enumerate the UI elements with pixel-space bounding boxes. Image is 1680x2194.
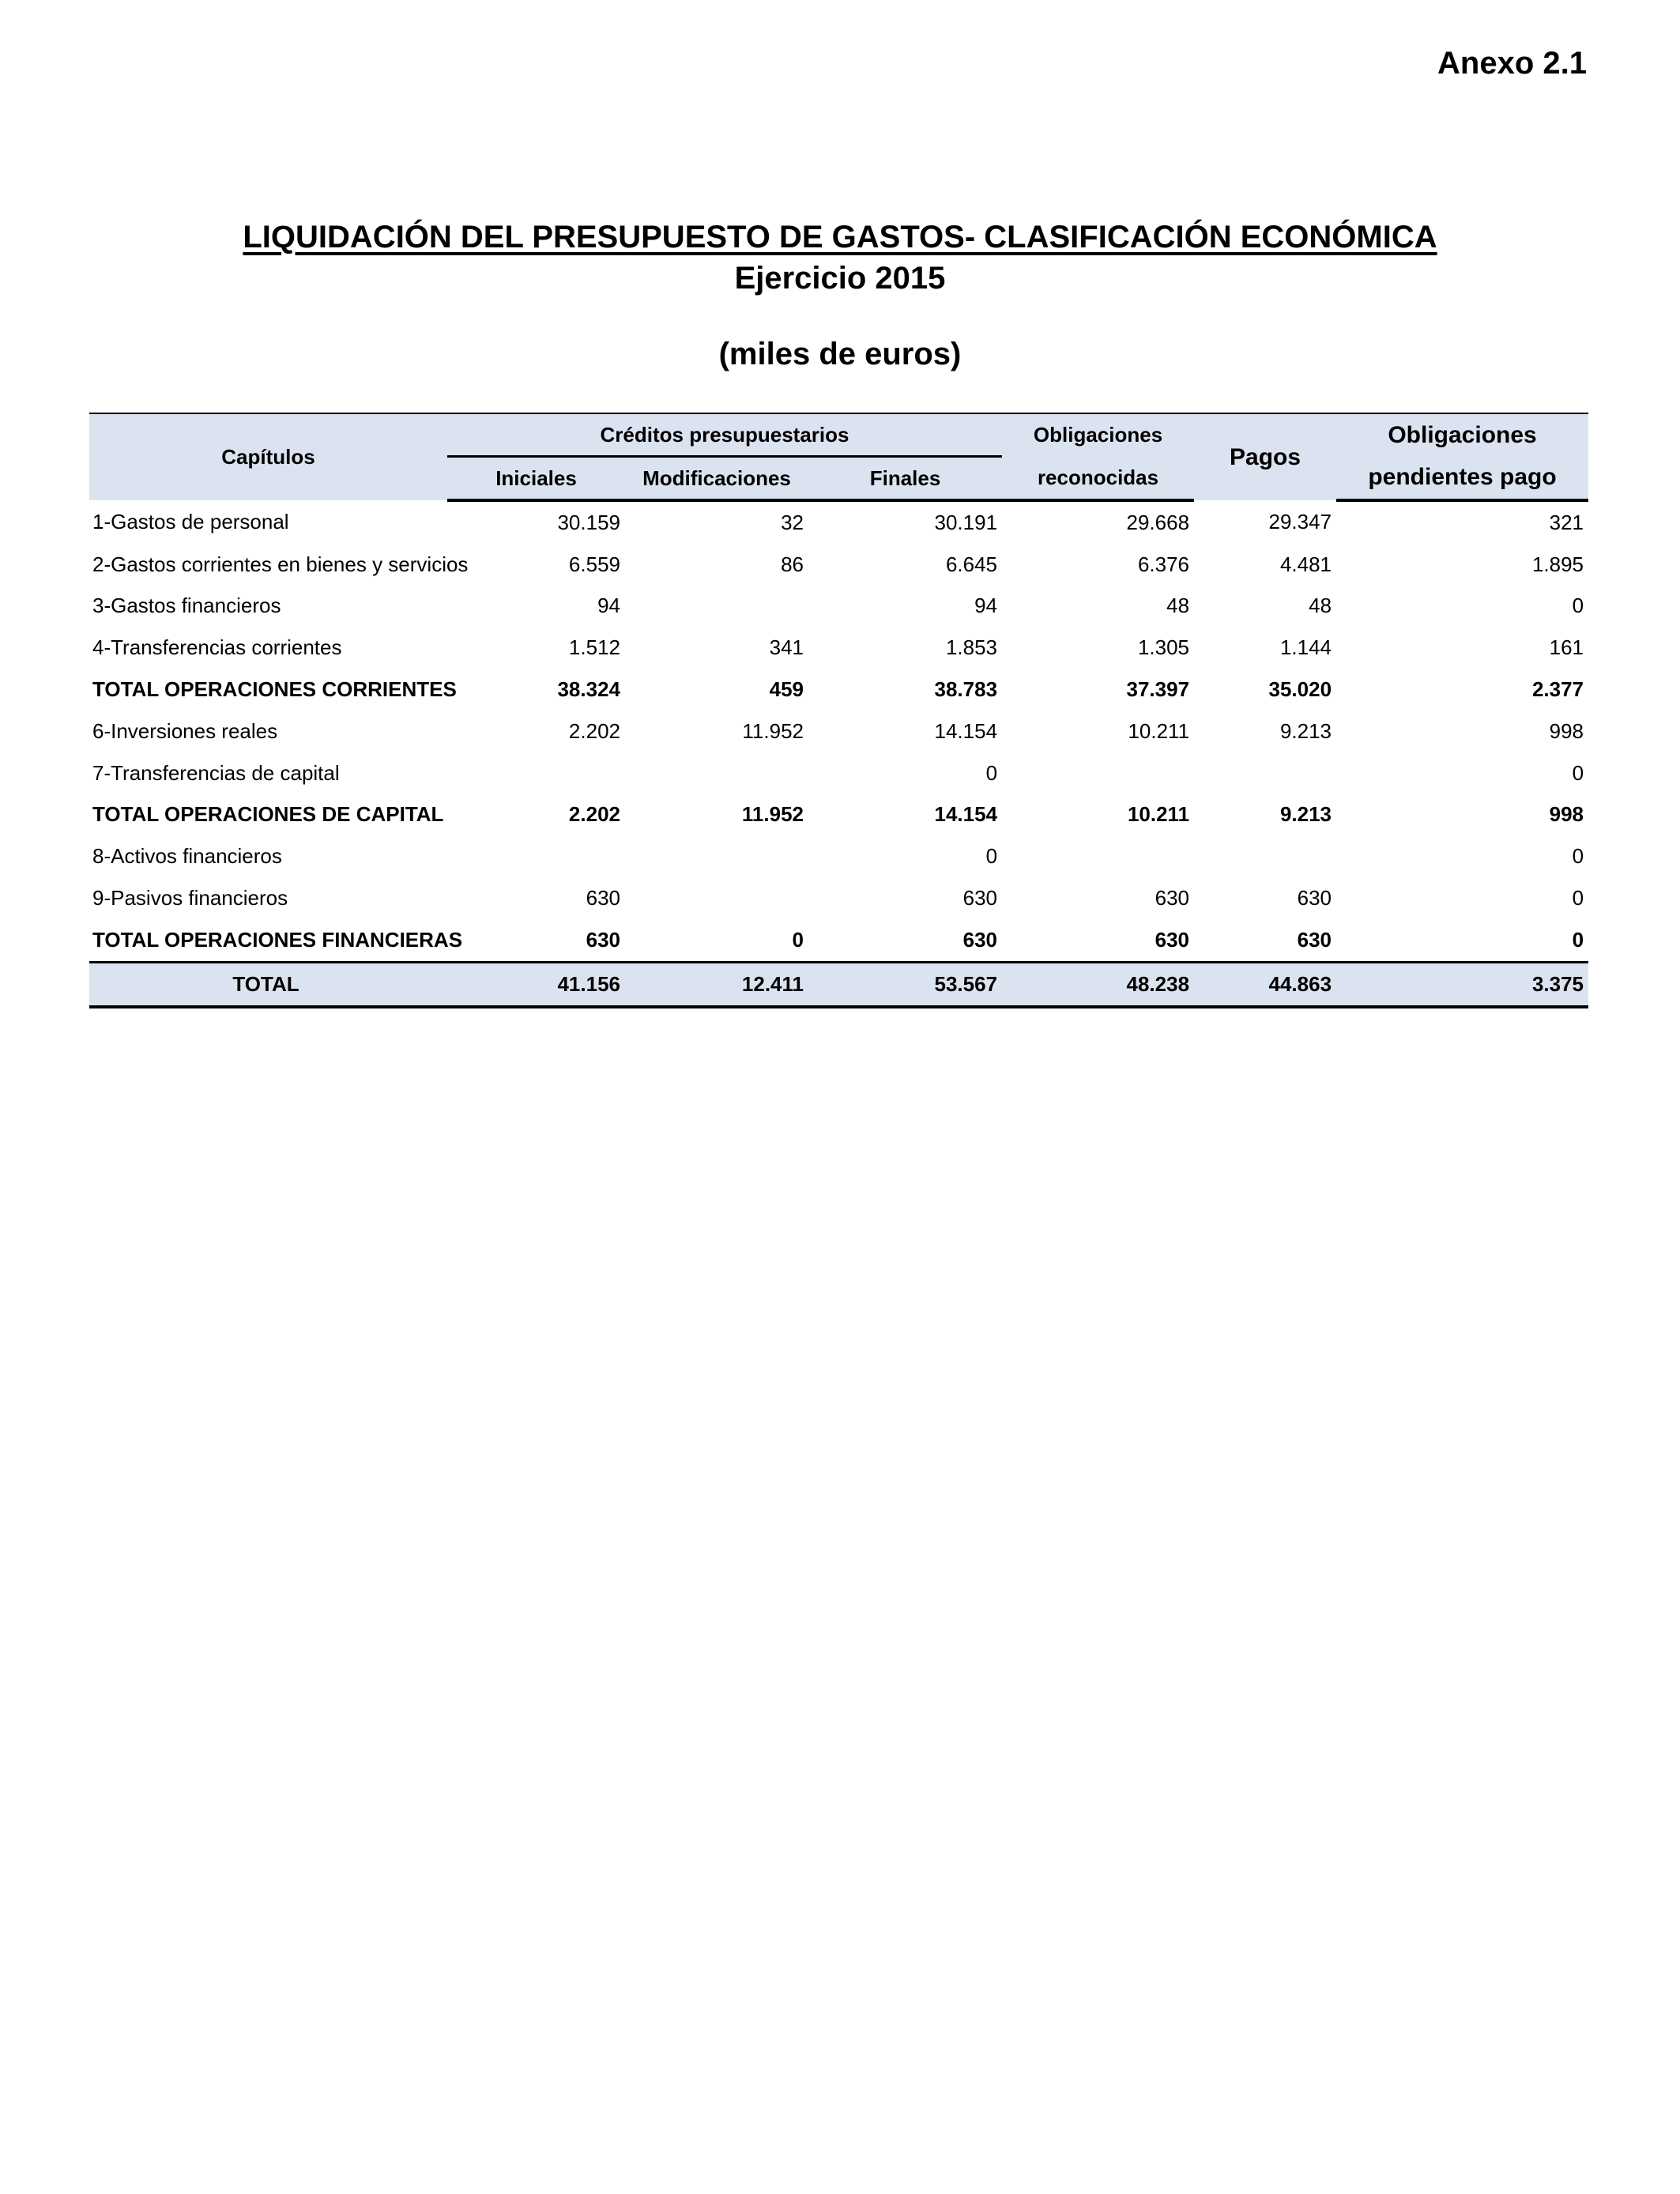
cell-obligaciones: 1.305: [1137, 635, 1190, 660]
document-title: LIQUIDACIÓN DEL PRESUPUESTO DE GASTOS- CLASIFICACIÓN ECONÓMICA: [243, 220, 1437, 254]
row-label: TOTAL OPERACIONES DE CAPITAL: [92, 802, 444, 827]
cell-modificaciones: [625, 835, 808, 877]
cell-obligaciones: [1002, 752, 1194, 794]
header-obligaciones-top: Obligaciones: [1002, 413, 1194, 457]
cell-pendientes: 998: [1549, 718, 1584, 743]
cell-pagos: 1.144: [1279, 635, 1332, 660]
table-row: [89, 586, 1588, 628]
cell-iniciales: [447, 835, 625, 877]
table-body: [89, 500, 1588, 1007]
cell-finales: 1.853: [945, 635, 998, 660]
cell-pendientes: 3.375: [1336, 962, 1588, 1006]
row-label: 4-Transferencias corrientes: [92, 635, 342, 660]
cell-pendientes: 2.377: [1531, 677, 1584, 702]
cell-pendientes: 0: [1572, 760, 1584, 785]
subtotal-row: [89, 794, 1588, 836]
cell-pagos: [1194, 835, 1336, 877]
cell-modificaciones: 341: [769, 635, 804, 660]
cell-obligaciones: 37.397: [1126, 677, 1190, 702]
cell-modificaciones: [625, 877, 808, 919]
cell-modificaciones: [625, 586, 808, 628]
cell-finales: 14.154: [934, 718, 998, 743]
cell-iniciales: 38.324: [557, 677, 620, 702]
cell-pagos: 35.020: [1268, 677, 1332, 702]
row-label: 3-Gastos financieros: [92, 594, 281, 618]
cell-obligaciones: 630: [1155, 927, 1190, 952]
cell-pagos: [1194, 752, 1336, 794]
cell-pendientes: 321: [1549, 510, 1584, 534]
cell-iniciales: 630: [586, 927, 620, 952]
cell-finales: 0: [985, 844, 998, 869]
cell-finales: 0: [985, 760, 998, 785]
total-row: [89, 962, 1588, 1006]
cell-obligaciones: [1002, 835, 1194, 877]
subtotal-row: [89, 669, 1588, 711]
cell-pendientes: 0: [1572, 844, 1584, 869]
annex-label: Anexo 2.1: [1437, 46, 1587, 81]
cell-obligaciones: 48.238: [1002, 962, 1194, 1006]
cell-iniciales: 1.512: [568, 635, 620, 660]
table-row: [89, 500, 1588, 544]
row-label: TOTAL OPERACIONES FINANCIERAS: [92, 927, 463, 952]
header-pendientes-top: Obligaciones: [1336, 413, 1588, 457]
cell-iniciales: 6.559: [568, 552, 620, 576]
table-row: [89, 752, 1588, 794]
cell-pendientes: 1.895: [1531, 552, 1584, 576]
header-obligaciones-bottom: reconocidas: [1002, 457, 1194, 501]
cell-iniciales: [447, 752, 625, 794]
table-row: [89, 627, 1588, 669]
cell-modificaciones: [625, 752, 808, 794]
cell-obligaciones: 10.211: [1128, 718, 1190, 743]
cell-pendientes: 0: [1572, 927, 1584, 952]
cell-finales: 630: [962, 886, 998, 910]
cell-modificaciones: 0: [792, 927, 804, 952]
cell-finales: 94: [974, 594, 998, 618]
units-label: (miles de euros): [718, 337, 962, 371]
cell-pagos: 29.347: [1268, 509, 1332, 533]
header-iniciales: Iniciales: [447, 457, 625, 501]
subtotal-row: [89, 919, 1588, 962]
table-row: [89, 711, 1588, 752]
cell-pendientes: 0: [1572, 886, 1584, 910]
table-row: [89, 835, 1588, 877]
cell-obligaciones: 6.376: [1137, 552, 1190, 576]
cell-pagos: 630: [1297, 886, 1332, 910]
row-label: 7-Transferencias de capital: [92, 760, 340, 785]
cell-iniciales: 2.202: [568, 802, 620, 827]
header-creditos: Créditos presupuestarios: [447, 413, 1002, 457]
table-header: [89, 413, 1588, 500]
cell-finales: 630: [962, 927, 998, 952]
header-pendientes-bottom: pendientes pago: [1336, 457, 1588, 501]
cell-iniciales: 630: [586, 886, 620, 910]
cell-obligaciones: 48: [1166, 594, 1190, 618]
cell-modificaciones: 86: [781, 552, 804, 576]
cell-pagos: 630: [1297, 927, 1332, 952]
header-finales: Finales: [808, 457, 1002, 501]
cell-finales: 30.191: [934, 510, 998, 534]
cell-iniciales: 30.159: [557, 510, 620, 534]
cell-iniciales: 41.156: [447, 962, 625, 1006]
table-row: [89, 544, 1588, 586]
row-label: 9-Pasivos financieros: [92, 886, 288, 910]
cell-obligaciones: 630: [1155, 886, 1190, 910]
row-label: 1-Gastos de personal: [92, 509, 289, 533]
row-label: 6-Inversiones reales: [92, 718, 278, 743]
cell-pendientes: 0: [1572, 594, 1584, 618]
cell-iniciales: 94: [597, 594, 620, 618]
budget-table: [89, 413, 1588, 1008]
cell-finales: 53.567: [808, 962, 1002, 1006]
cell-finales: 14.154: [934, 802, 998, 827]
cell-modificaciones: 11.952: [741, 802, 804, 827]
cell-modificaciones: 12.411: [625, 962, 808, 1006]
cell-modificaciones: 32: [781, 510, 804, 534]
cell-finales: 38.783: [934, 677, 998, 702]
row-label: 2-Gastos corrientes en bienes y servicios: [92, 552, 469, 576]
cell-obligaciones: 29.668: [1126, 510, 1190, 534]
cell-pendientes: 998: [1549, 802, 1584, 827]
header-modificaciones: Modificaciones: [625, 457, 808, 501]
cell-pendientes: 161: [1549, 635, 1584, 660]
table-row: [89, 877, 1588, 919]
cell-pagos: 44.863: [1194, 962, 1336, 1006]
cell-pagos: 9.213: [1279, 718, 1332, 743]
cell-pagos: 48: [1309, 594, 1332, 618]
cell-iniciales: 2.202: [568, 718, 620, 743]
cell-finales: 6.645: [945, 552, 998, 576]
cell-obligaciones: 10.211: [1127, 802, 1190, 827]
header-capitulos: Capítulos: [89, 413, 447, 500]
header-pagos: Pagos: [1194, 413, 1336, 500]
document-subtitle: Ejercicio 2015: [734, 261, 946, 296]
cell-modificaciones: 459: [769, 677, 804, 702]
cell-pagos: 4.481: [1279, 552, 1332, 576]
row-label: 8-Activos financieros: [92, 844, 282, 869]
row-label: TOTAL OPERACIONES CORRIENTES: [92, 677, 457, 702]
cell-modificaciones: 11.952: [742, 718, 804, 743]
cell-pagos: 9.213: [1279, 802, 1332, 827]
row-label: TOTAL: [89, 962, 447, 1006]
